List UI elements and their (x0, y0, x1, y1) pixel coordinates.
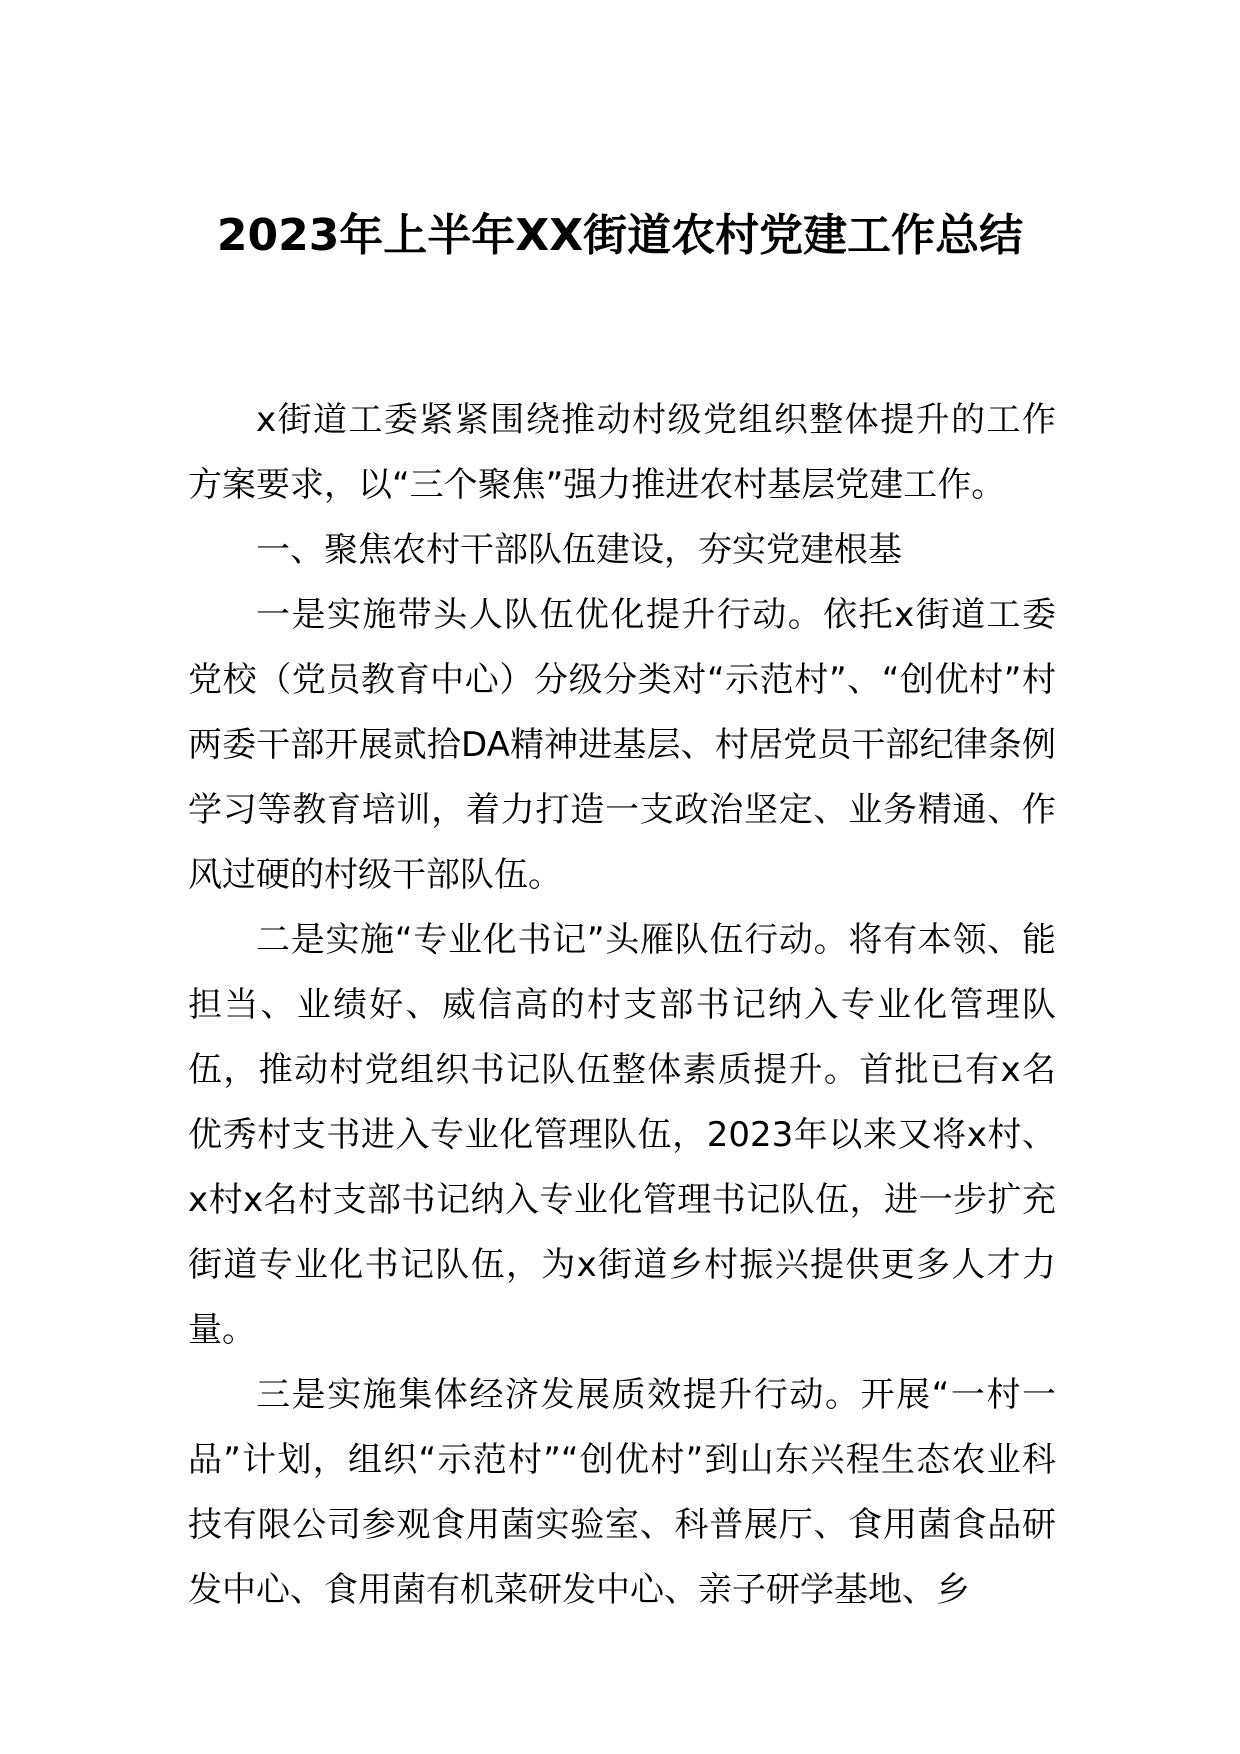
paragraph-item-2: 二是实施“专业化书记”头雁队伍行动。将有本领、能担当、业绩好、威信高的村支部书记纳入专业化管理队伍，推动村党组织书记队伍整体素质提升。首批已有x名优秀村支书进入专业化管理队伍，2023年以来又将x村、x村x名村支部书记纳入专业化管理书记队伍，进一步扩充街道专业化书记队伍，为x街道乡村振兴提供更多人才力量。 (188, 920, 1056, 1350)
intro-paragraph: x街道工委紧紧围绕推动村级党组织整体提升的工作方案要求，以“三个聚焦”强力推进农村基层党建工作。 (188, 400, 1056, 505)
document-body (188, 388, 1056, 1623)
paragraph-item-3: 三是实施集体经济发展质效提升行动。开展“一村一品”计划，组织“示范村”“创优村”到山东兴程生态农业科技有限公司参观食用菌实验室、科普展厅、食用菌食品研发中心、食用菌有机菜研发中心、亲子研学基地、乡 (188, 1375, 1056, 1610)
paragraph-item-1: 一是实施带头人队伍优化提升行动。依托x街道工委党校（党员教育中心）分级分类对“示范村”、“创优村”村两委干部开展贰拾DA精神进基层、村居党员干部纪律条例学习等教育培训，着力打造一支政治坚定、业务精通、作风过硬的村级干部队伍。 (188, 595, 1056, 895)
section-heading: 一、聚焦农村干部队伍建设，夯实党建根基 (256, 530, 902, 570)
document-title: 2023年上半年XX街道农村党建工作总结 (216, 210, 1024, 261)
